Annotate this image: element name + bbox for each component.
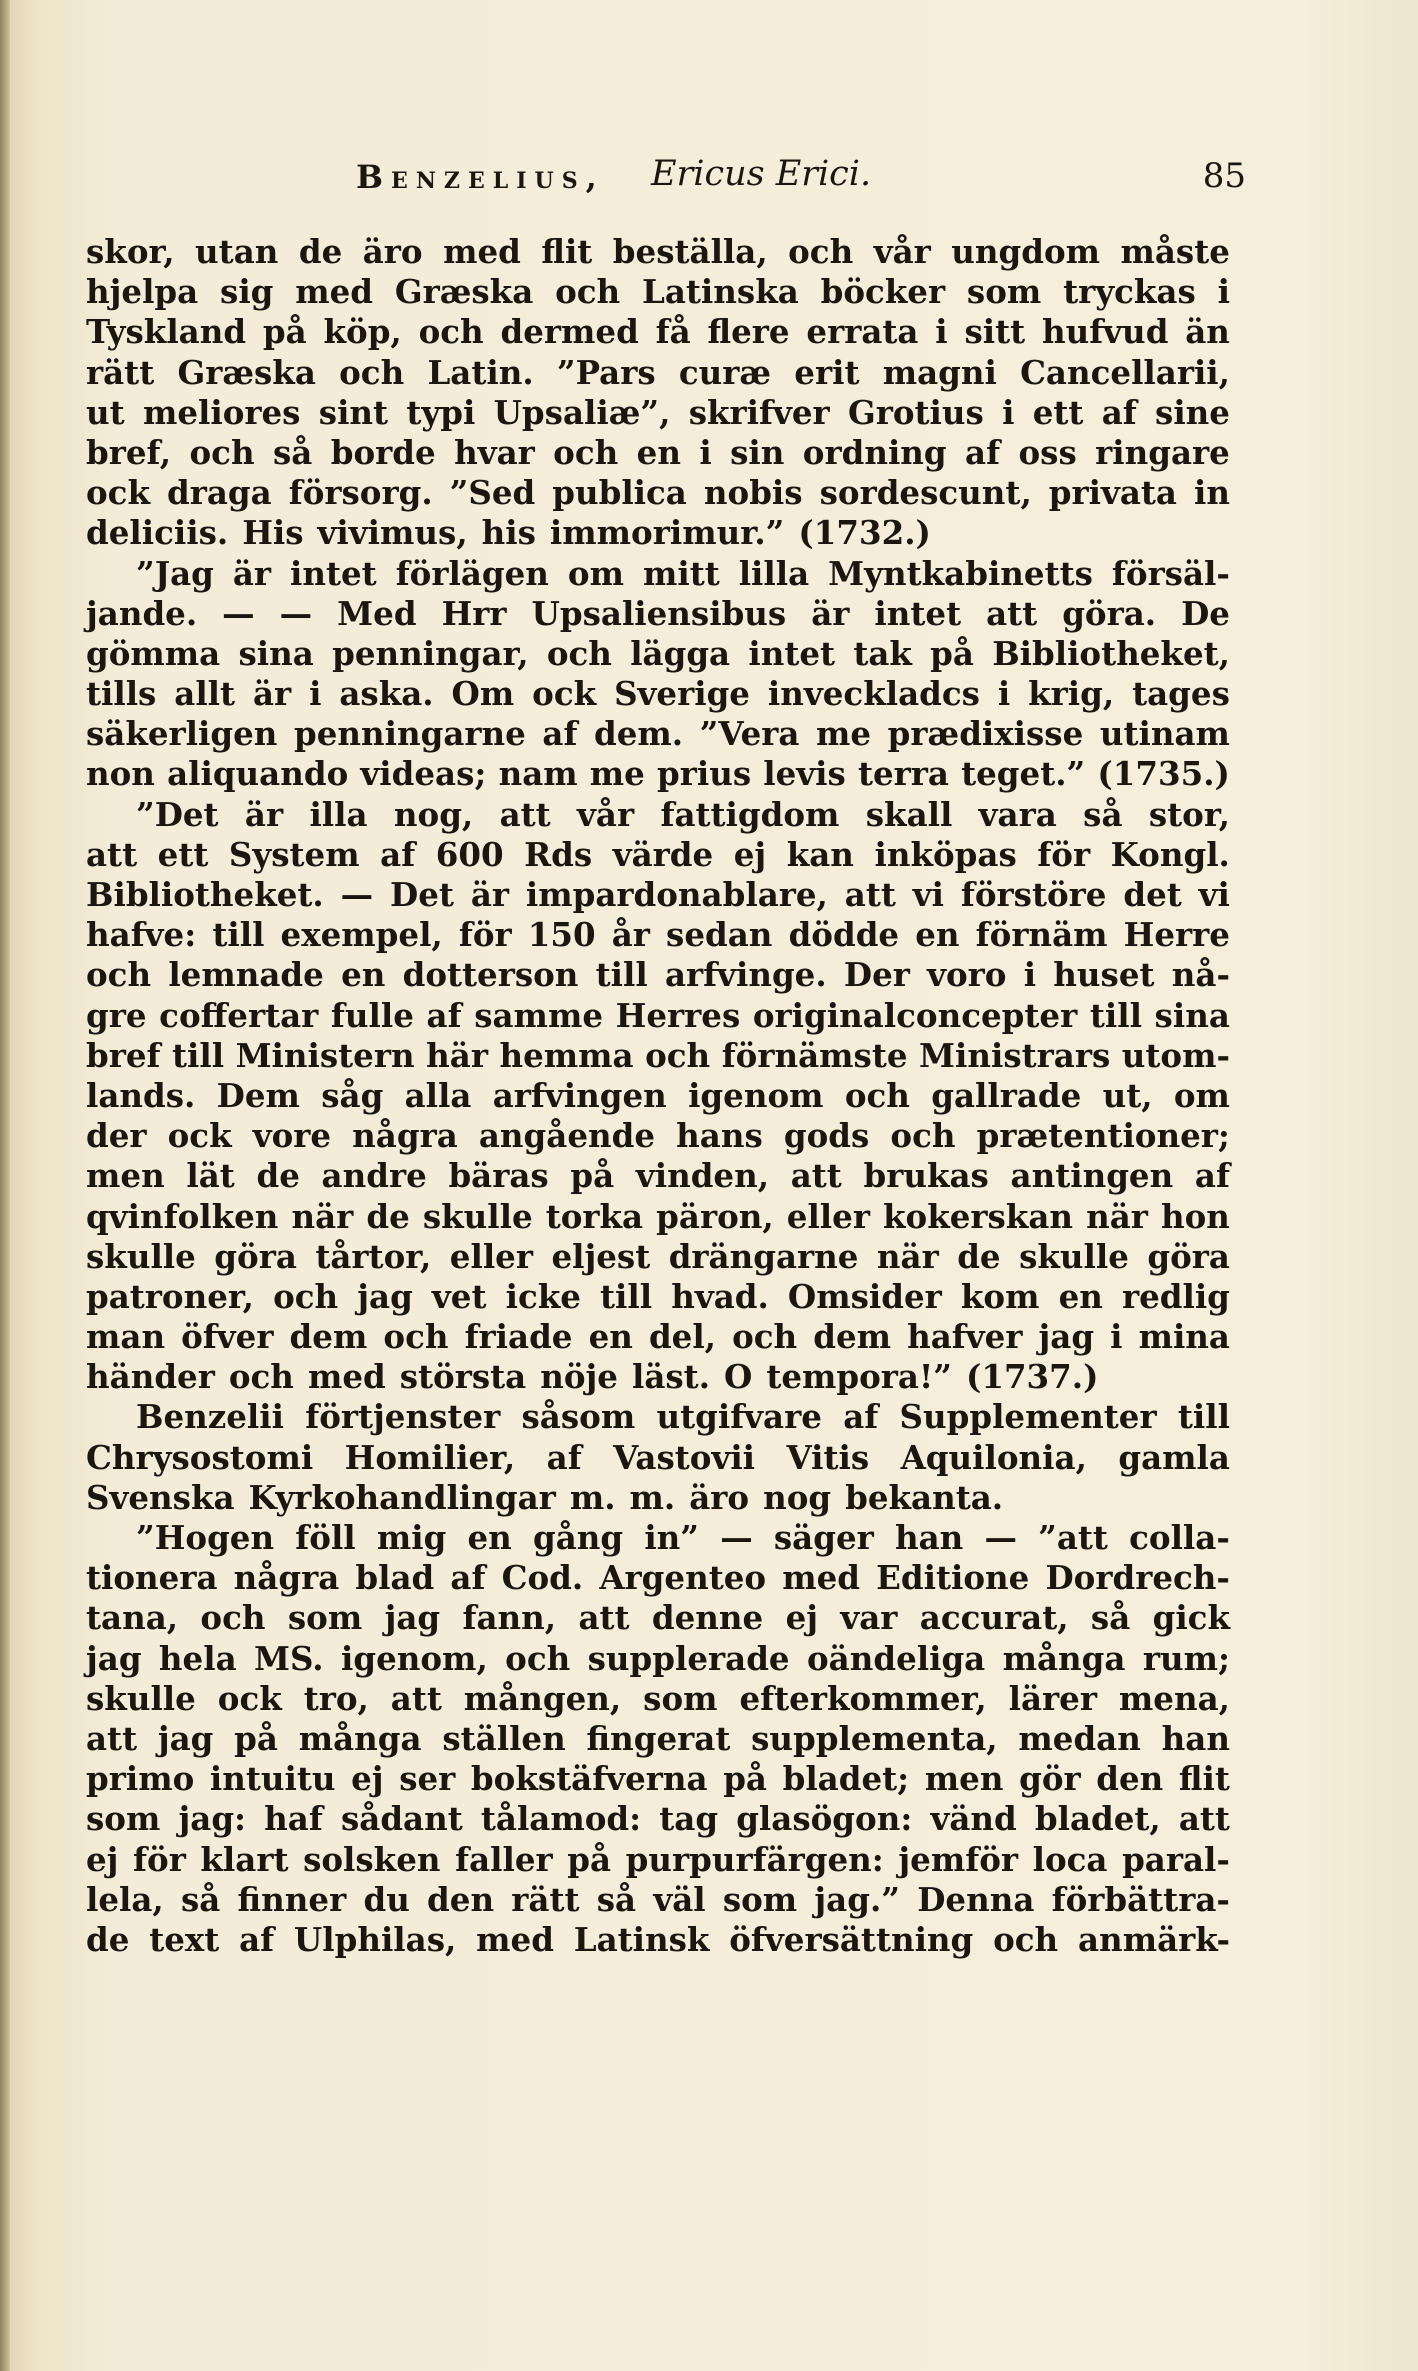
body-text <box>86 232 1230 1960</box>
text-line: lands. Dem såg alla arfvingen igenom och gallrade ut, om <box>86 1075 1230 1115</box>
text-line: skor, utan de äro med flit beställa, och vår ungdom måste <box>86 232 1230 271</box>
text-line: bref till Ministern här hemma och förnämste Ministrars utom- <box>86 1035 1230 1075</box>
text-line: tionera några blad af Cod. Argenteo med Editione Dordrech- <box>86 1558 1230 1598</box>
text-line: ”Det är illa nog, att vår fattigdom skall vara så stor, <box>136 794 1230 834</box>
text-line: gre coffertar fulle af samme Herres originalconcepter till sina <box>86 995 1230 1035</box>
text-line: som jag: haf sådant tålamod: tag glasögon: vänd bladet, att <box>86 1799 1230 1839</box>
text-line: de text af Ulphilas, med Latinsk öfversättning och anmärk- <box>86 1919 1230 1959</box>
text-line: hafve: till exempel, för 150 år sedan dödde en förnäm Herre <box>86 915 1230 955</box>
text-line: man öfver dem och friade en del, och dem hafver jag i mina <box>86 1317 1230 1357</box>
page-edge <box>0 0 10 2371</box>
text-line: rätt Græska och Latin. ”Pars curæ erit magni Cancellarii, <box>86 352 1230 392</box>
text-line: men lät de andre bäras på vinden, att brukas antingen af <box>86 1156 1230 1196</box>
text-line: skulle göra tårtor, eller eljest drängarne när de skulle göra <box>86 1236 1230 1276</box>
header-given-name: Ericus Erici. <box>651 154 872 194</box>
running-header <box>356 152 1246 202</box>
text-line: Svenska Kyrkohandlingar m. m. äro nog bekanta. <box>86 1477 1004 1517</box>
text-line: Benzelii förtjenster såsom utgifvare af Supplementer till <box>136 1397 1230 1437</box>
text-line: ”Hogen föll mig en gång in” — säger han — ”att colla- <box>136 1518 1230 1557</box>
text-line: tana, och som jag fann, att denne ej var accurat, så gick <box>86 1598 1230 1638</box>
text-line: hjelpa sig med Græska och Latinska böcker som tryckas i <box>86 272 1230 312</box>
text-line: ”Jag är intet förlägen om mitt lilla Myntkabinetts försäl- <box>136 553 1230 593</box>
header-author: Benzelius, <box>356 158 605 196</box>
text-line: jag hela MS. igenom, och supplerade oändeliga många rum; <box>86 1638 1230 1678</box>
text-line: non aliquando videas; nam me prius levis terra teget.” (1735.) <box>86 754 1230 794</box>
text-line: att ett System af 600 Rds värde ej kan inköpas för Kongl. <box>86 834 1230 874</box>
text-line: Bibliotheket. — Det är impardonablare, att vi förstöre det vi <box>86 875 1230 914</box>
text-line: ut meliores sint typi Upsaliæ”, skrifver Grotius i ett af sine <box>86 392 1230 432</box>
text-line: Tyskland på köp, och dermed få flere errata i sitt hufvud än <box>86 312 1230 352</box>
text-line: tills allt är i aska. Om ock Sverige inveckladcs i krig, tages <box>86 674 1230 714</box>
text-line: Chrysostomi Homilier, af Vastovii Vitis Aquilonia, gamla <box>86 1437 1230 1477</box>
text-line: lela, så finner du den rätt så väl som jag.” Denna förbättra- <box>86 1879 1230 1919</box>
text-line: jande. — — Med Hrr Upsaliensibus är intet att göra. De <box>86 593 1230 633</box>
text-line: der ock vore några angående hans gods och prætentioner; <box>86 1116 1230 1156</box>
text-line: att jag på många ställen fingerat supplementa, medan han <box>86 1718 1230 1758</box>
text-line: bref, och så borde hvar och en i sin ordning af oss ringare <box>86 432 1230 472</box>
text-line: säkerligen penningarne af dem. ”Vera me prædixisse utinam <box>86 714 1230 754</box>
text-line: ej för klart solsken faller på purpurfärgen: jemför loca paral- <box>86 1839 1230 1879</box>
text-line: gömma sina penningar, och lägga intet tak på Bibliotheket, <box>86 633 1230 673</box>
page-number: 85 <box>1202 156 1246 196</box>
text-line: och lemnade en dotterson till arfvinge. Der voro i huset nå- <box>86 955 1230 995</box>
text-line: primo intuitu ej ser bokstäfverna på bladet; men gör den flit <box>86 1759 1230 1799</box>
text-line: skulle ock tro, att mången, som efterkommer, lärer mena, <box>86 1678 1230 1718</box>
text-line: deliciis. His vivimus, his immorimur.” (1732.) <box>86 513 931 553</box>
text-line: händer och med största nöje läst. O tempora!” (1737.) <box>86 1357 1099 1397</box>
text-line: ock draga försorg. ”Sed publica nobis sordescunt, privata in <box>86 473 1230 513</box>
text-line: qvinfolken när de skulle torka päron, eller kokerskan när hon <box>86 1196 1230 1236</box>
text-line: patroner, och jag vet icke till hvad. Omsider kom en redlig <box>86 1276 1230 1316</box>
